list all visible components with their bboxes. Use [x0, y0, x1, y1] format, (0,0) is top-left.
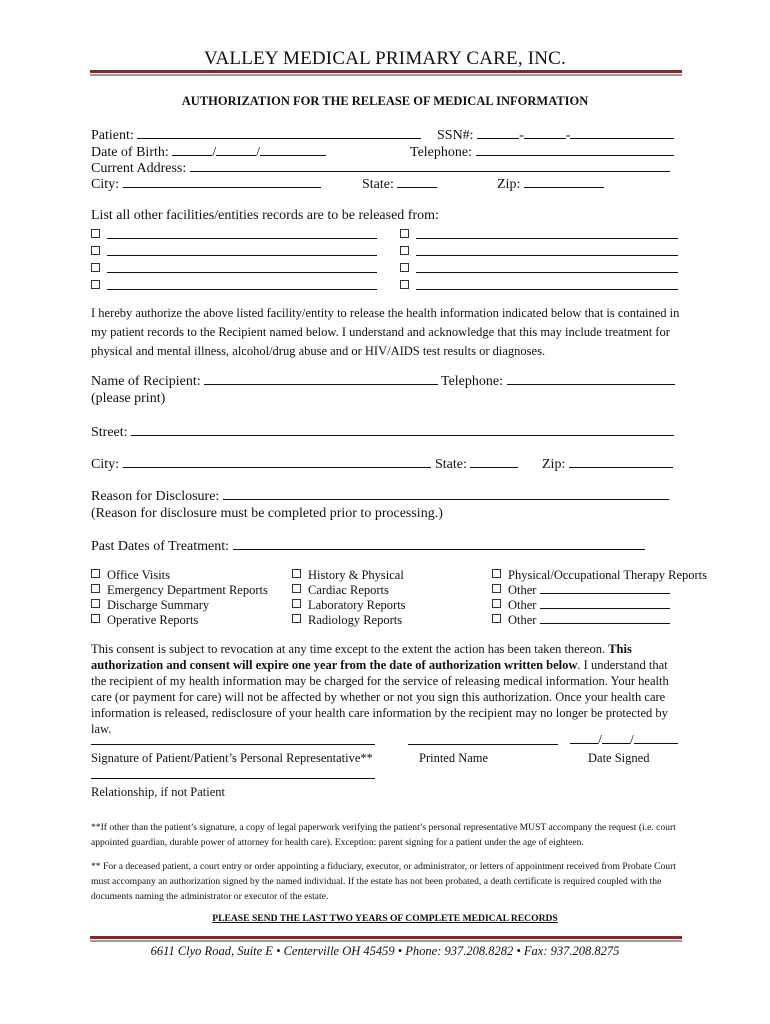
record-types-col1: [91, 568, 268, 628]
signature-field[interactable]: [91, 744, 375, 745]
recipient-street-field[interactable]: [131, 423, 674, 436]
zip-label: Zip:: [497, 177, 521, 192]
header-divider: [90, 70, 682, 76]
dob-year-field[interactable]: [260, 143, 326, 156]
recipient-state-label: State:: [435, 457, 467, 472]
record-option[interactable]: Operative Reports: [91, 613, 268, 628]
printed-name-label: Printed Name: [419, 751, 489, 765]
recipient-telephone-label: Telephone:: [441, 374, 503, 389]
checkbox[interactable]: [400, 246, 409, 255]
record-types-col3: [492, 568, 707, 628]
consent-paragraph: This consent is subject to revocation at any time except to the extent the action has been taken thereon. This authorization and consent will expire one year from the date of authorization written below. I understand that the recipient of my health information may be charged for the service of releasing medical information. Your health care (or payment for care) will not be affected by whether or not you sign this authorization. Once your health care information is released, redisclosure of your health care information by the recipient may no longer be protected by law.: [91, 642, 669, 736]
record-option[interactable]: Office Visits: [91, 568, 268, 583]
record-option[interactable]: Physical/Occupational Therapy Reports: [492, 568, 707, 583]
dates-field[interactable]: [233, 537, 645, 550]
relationship-field[interactable]: [91, 778, 375, 779]
dob-label: Date of Birth:: [91, 145, 169, 160]
record-option[interactable]: Other: [492, 598, 707, 613]
medical-release-form: VALLEY MEDICAL PRIMARY CARE, INC. AUTHORIZATION FOR THE RELEASE OF MEDICAL INFORMATION Patient: SSN#: - - Date of Birth: / / Telephone: Current Address: City: State: Zip: List all other facilities/entities records are to be released from: I hereby authorize the above listed facility/entity to release the health information indicated below that is contained in my patient records to the Recipient named below. I understand and acknowledge that this may include treatment for physical and mental illness, alcohol/drug abuse and or HIV/AIDS test results or diagnoses. Name of Recipient: Telephone: (please print) Street: City: State: Zip: Reason for Disclosure: (Reason for disclosure must be completed prior to processing.) Past Dates of Treatment: Office Visits Emergency Department Reports Discharge Summary Operative Reports History & Physical Cardiac Reports Laboratory Reports Radiology Reports Physical/Occupational Therapy Reports Other Other Other This consent is subject to revocation at any time except to the extent the action has been taken thereon. This authorization and consent will expire one year from the date of authorization written below. I understand that the recipient of my health information may be charged for the service of releasing medical information. Your health care (or payment for care) will not be affected by whether or not you sign this authorization. Once your health care information is released, redisclosure of your health care information by the recipient may no longer be protected by law. / / Signature of Patient/Patient’s Personal Representative** Printed Name Date Signed Relationship, if not Patient **If other than the patient’s signature, a copy of legal paperwork verifying the patient’s personal representative MUST accompany the request (i.e. court appointed guardian, durable power of attorney for health care). Exception: parent signing for a patient under the age of eighteen. ** For a deceased patient, a court entry or order appointing a fiduciary, executor, or administrator, or letters of appointment received from Probate Court must accompany an authorization signed by the named individual. If the estate has not been probated, a death certificate is required coupled with the documents naming the administrator or executor of the estate. PLEASE SEND THE LAST TWO YEARS OF COMPLETE MEDICAL RECORDS 6611 Clyo Road, Suite E • Centerville OH 45459 • Phone: 937.208.8282 • Fax: 937.208.8275: [0, 0, 770, 1024]
checkbox[interactable]: [292, 599, 301, 608]
dates-label: Past Dates of Treatment:: [91, 539, 230, 554]
checkbox[interactable]: [292, 584, 301, 593]
signature-label: Signature of Patient/Patient’s Personal Representative**: [91, 751, 373, 765]
patient-telephone-field[interactable]: [476, 143, 674, 156]
send-records-note: PLEASE SEND THE LAST TWO YEARS OF COMPLETE MEDICAL RECORDS: [212, 913, 558, 924]
checkbox[interactable]: [91, 263, 100, 272]
printed-name-field[interactable]: [408, 744, 558, 745]
date-signed-field[interactable]: / /: [570, 731, 678, 749]
facility-row[interactable]: [400, 226, 678, 244]
deceased-note: ** For a deceased patient, a court entry or order appointing a fiduciary, executor, or administrator, or letters of appointment received from Probate Court must accompany an authorization signed by the named individual. If the estate has not been probated, a death certificate is required coupled with the documents naming the administrator or executor of the estate.: [91, 861, 676, 902]
street-label: Street:: [91, 425, 128, 440]
patient-address-field[interactable]: [190, 159, 670, 172]
checkbox[interactable]: [400, 280, 409, 289]
other-field[interactable]: [540, 583, 670, 594]
facility-row[interactable]: [91, 226, 377, 244]
record-option[interactable]: Cardiac Reports: [292, 583, 406, 598]
reason-note: (Reason for disclosure must be completed prior to processing.): [91, 506, 443, 521]
ssn-field-3[interactable]: [570, 126, 674, 139]
patient-state-field[interactable]: [397, 175, 437, 188]
state-label: State:: [362, 177, 394, 192]
footer-divider: [90, 936, 682, 942]
record-option[interactable]: Emergency Department Reports: [91, 583, 268, 598]
facility-row[interactable]: [400, 260, 678, 278]
record-option[interactable]: Other: [492, 613, 707, 628]
telephone-label: Telephone:: [410, 145, 472, 160]
checkbox[interactable]: [292, 569, 301, 578]
checkbox[interactable]: [91, 246, 100, 255]
recipient-name-field[interactable]: [204, 372, 438, 385]
record-option[interactable]: History & Physical: [292, 568, 406, 583]
record-option[interactable]: Radiology Reports: [292, 613, 406, 628]
footer-address: 6611 Clyo Road, Suite E • Centerville OH 45459 • Phone: 937.208.8282 • Fax: 937.208.8275: [150, 944, 620, 958]
facility-row[interactable]: [91, 277, 377, 295]
address-label: Current Address:: [91, 161, 187, 176]
checkbox[interactable]: [91, 229, 100, 238]
record-option[interactable]: Laboratory Reports: [292, 598, 406, 613]
patient-zip-field[interactable]: [524, 175, 604, 188]
recipient-name-label: Name of Recipient:: [91, 374, 201, 389]
recipient-state-field[interactable]: [470, 455, 518, 468]
other-field[interactable]: [540, 613, 670, 624]
checkbox[interactable]: [91, 280, 100, 289]
facilities-label: List all other facilities/entities records are to be released from:: [91, 208, 439, 223]
checkbox[interactable]: [91, 569, 100, 578]
reason-label: Reason for Disclosure:: [91, 489, 220, 504]
page-title: VALLEY MEDICAL PRIMARY CARE, INC.: [204, 48, 566, 69]
checkbox[interactable]: [492, 614, 501, 623]
recipient-zip-field[interactable]: [569, 455, 673, 468]
facility-row[interactable]: [91, 243, 377, 261]
facility-row[interactable]: [91, 260, 377, 278]
dob-month-field[interactable]: [172, 143, 212, 156]
relationship-label: Relationship, if not Patient: [91, 785, 226, 799]
record-option[interactable]: Other: [492, 583, 707, 598]
ssn-field-1[interactable]: [477, 126, 519, 139]
form-subtitle: AUTHORIZATION FOR THE RELEASE OF MEDICAL INFORMATION: [181, 94, 589, 108]
patient-city-field[interactable]: [123, 175, 321, 188]
checkbox[interactable]: [91, 614, 100, 623]
facility-row[interactable]: [400, 243, 678, 261]
date-signed-label: Date Signed: [588, 751, 650, 765]
ssn-label: SSN#:: [437, 128, 474, 143]
recipient-city-label: City:: [91, 457, 120, 472]
checkbox[interactable]: [400, 229, 409, 238]
checkbox[interactable]: [492, 584, 501, 593]
dob-day-field[interactable]: [216, 143, 256, 156]
checkbox[interactable]: [492, 599, 501, 608]
representative-note: **If other than the patient’s signature, a copy of legal paperwork verifying the patient’s personal representative MUST accompany the request (i.e. court appointed guardian, durable power of attorney for health care). Exception: parent signing for a patient under the age of eighteen.: [91, 822, 676, 848]
checkbox[interactable]: [400, 263, 409, 272]
city-label: City:: [91, 177, 120, 192]
checkbox[interactable]: [91, 584, 100, 593]
patient-name-field[interactable]: [137, 126, 421, 139]
other-field[interactable]: [540, 598, 670, 609]
patient-label: Patient:: [91, 128, 134, 143]
recipient-telephone-field[interactable]: [507, 372, 675, 385]
authorization-paragraph: I hereby authorize the above listed facility/entity to release the health information indicated below that is contained in my patient records to the Recipient named below. I understand and acknowledge that this may include treatment for physical and mental illness, alcohol/drug abuse and or HIV/AIDS test results or diagnoses.: [91, 306, 680, 358]
record-option[interactable]: Discharge Summary: [91, 598, 268, 613]
recipient-zip-label: Zip:: [542, 457, 566, 472]
checkbox[interactable]: [492, 569, 501, 578]
print-note: (please print): [91, 391, 166, 406]
reason-field[interactable]: [223, 487, 669, 500]
checkbox[interactable]: [91, 599, 100, 608]
checkbox[interactable]: [292, 614, 301, 623]
record-types-col2: [292, 568, 406, 628]
recipient-city-field[interactable]: [123, 455, 431, 468]
facility-row[interactable]: [400, 277, 678, 295]
ssn-field-2[interactable]: [524, 126, 566, 139]
